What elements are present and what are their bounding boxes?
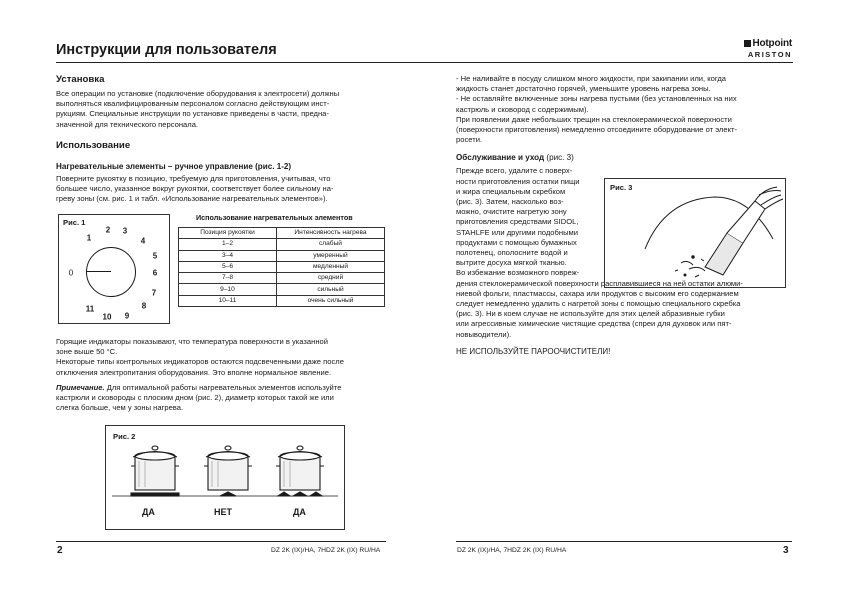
model-footer-right: DZ 2K (IX)/HA, 7HDZ 2K (IX) RU/HA <box>457 547 567 554</box>
table-row <box>179 295 385 306</box>
page-title: Инструкции для пользователя <box>56 42 277 58</box>
dial-number: 10 <box>102 312 112 322</box>
install-line: Все операции по установке (подключение оборудования к электросети) должны <box>56 89 340 98</box>
figure-3-label: Рис. 3 <box>610 183 633 192</box>
table-row <box>179 273 385 284</box>
indicator-line: зоне выше 50 °C. <box>56 347 118 357</box>
dial-number: 6 <box>152 268 158 278</box>
figure-1 <box>58 214 170 324</box>
table-cell: 5–6 <box>179 261 277 272</box>
install-line: рукциям. Специальные инструкции по установке приведены в части, предна- <box>56 109 329 119</box>
care-line: или агрессивные химические чистящие средства (спреи для духовок или пят- <box>456 319 732 329</box>
figure-1-label: Рис. 1 <box>63 218 86 227</box>
dial-number: 9 <box>124 311 130 321</box>
right-footer-rule <box>456 541 792 542</box>
care-line: вытрите досуха мягкой тканью. <box>456 258 567 268</box>
care-heading-ref: (рис. 3) <box>544 153 574 163</box>
indicator-line: Некоторые типы контрольных индикаторов остаются подсвеченными даже после <box>56 357 344 367</box>
table-header: Интенсивность нагрева <box>277 228 385 239</box>
note-line: слегка больше, чем у зоны нагрева. <box>56 403 184 413</box>
logo-square-icon <box>744 40 751 47</box>
care-line: STAHLFE или другими подобными <box>456 227 578 237</box>
care-line: (рис. 3). Затем, насколько воз- <box>456 197 564 207</box>
elements-line: греву зоны (см. рис. 1 и табл. «Использование нагревательных элементов»). <box>56 194 328 204</box>
intro-line: (поверхности приготовления) немедленно отсоедините оборудование от элект- <box>456 125 738 135</box>
table-row <box>179 284 385 295</box>
table-header-row <box>179 228 385 239</box>
table-header: Позиция рукоятки <box>179 228 277 239</box>
care-line: (рис. 3). Ни в коем случае не используйте для этих целей абразивные губки <box>456 309 725 319</box>
figure-2-caption: ДА <box>293 507 306 517</box>
table-row <box>179 239 385 250</box>
care-line: Во избежание возможного повреж- <box>456 268 580 278</box>
table-cell: медленный <box>277 261 385 272</box>
dial-number: 2 <box>105 225 111 235</box>
care-line: ниевой фольги, пластмассы, сахара или продуктов с высоким его содержанием <box>456 288 739 298</box>
care-line: и жира специальным скребком <box>456 186 566 196</box>
dial-number: 1 <box>86 233 92 243</box>
intro-line: кастрюль и сковород с содержимым). <box>456 104 589 114</box>
left-column <box>56 74 386 204</box>
intro-line: - Не наливайте в посуду слишком много жидкости, при закипании или, когда <box>456 74 726 83</box>
care-line: можно, очистите нагретую зону <box>456 207 567 217</box>
table-cell: 3–4 <box>179 250 277 261</box>
dial-number: 7 <box>151 288 157 298</box>
elements-heading: Нагревательные элементы – ручное управление (рис. 1-2) <box>56 161 292 171</box>
care-line: продуктами с помощью бумажных <box>456 237 577 247</box>
figure-2 <box>105 425 345 530</box>
usage-heading: Использование <box>56 139 131 151</box>
table-cell: средний <box>277 273 385 284</box>
install-line: выполняться квалифицированным персоналом согласно действующим инст- <box>56 99 330 109</box>
table-cell: очень сильный <box>277 295 385 306</box>
intro-line: - Не оставляйте включенные зоны нагрева пустыми (без установленных на них <box>456 94 737 104</box>
table-cell: 9–10 <box>179 284 277 295</box>
dial-number: 11 <box>85 304 95 314</box>
install-line: значенной для технического персонала. <box>56 119 199 129</box>
dial-number: 3 <box>122 226 128 236</box>
logo-line2: ARISTON <box>747 50 792 59</box>
table-cell: слабый <box>277 239 385 250</box>
table-cell: 7–8 <box>179 273 277 284</box>
note-line: кастрюли и сковороды с плоским дном (рис. 2), диаметр которых такой же или <box>56 393 334 403</box>
intro-line: жидкость станет достаточно горячей, уменьшите уровень нагрева зоны. <box>456 84 711 94</box>
install-heading: Установка <box>56 74 105 85</box>
figure-2-caption: НЕТ <box>214 507 232 517</box>
model-footer-left: DZ 2K (IX)/HA, 7HDZ 2K (IX) RU/HA <box>271 547 381 554</box>
dial-number: 0 <box>68 268 74 278</box>
care-line: ности приготовления остатки пищи <box>456 176 580 186</box>
table-title: Использование нагревательных элементов <box>196 213 353 222</box>
dial-pointer <box>86 271 111 272</box>
logo-line1: Hotpoint <box>752 38 792 49</box>
figure-2-label: Рис. 2 <box>113 432 136 441</box>
care-line: дения стеклокерамической поверхности расплавившиеся на ней остатки алюми- <box>456 278 743 288</box>
table-row <box>179 250 385 261</box>
dial-number: 4 <box>140 236 146 246</box>
care-line: Прежде всего, удалите с поверх- <box>456 166 573 176</box>
note-label: Примечание. <box>56 382 105 392</box>
care-heading <box>456 152 796 163</box>
dial-knob <box>86 247 136 297</box>
table-cell: 1–2 <box>179 239 277 250</box>
table-row <box>179 261 385 272</box>
dial-number: 8 <box>141 301 147 311</box>
header-rule <box>56 62 793 63</box>
pot-wrong <box>204 446 252 496</box>
care-line: новыводители). <box>456 329 512 339</box>
pot-flat-bottom <box>131 446 179 496</box>
steam-cleaner-warning: НЕ ИСПОЛЬЗУЙТЕ ПАРООЧИСТИТЕЛИ! <box>456 346 611 356</box>
left-column-lower <box>56 337 386 413</box>
figure-2-caption: ДА <box>142 507 155 517</box>
left-footer-rule <box>56 541 386 542</box>
indicator-line: Горящие индикаторы показывают, что температура поверхности в указанной <box>56 337 328 346</box>
indicator-line: отключения электропитания оборудования. Это вполне нормальное явление. <box>56 367 332 377</box>
care-line: следует немедленно удалить с нагретой зоны с помощью специального скребка <box>456 299 741 309</box>
elements-line: Поверните рукоятку в позицию, требуемую для приготовления, учитывая, что <box>56 173 331 183</box>
intro-line: При появлении даже небольших трещин на стеклокерамической поверхности <box>456 114 732 124</box>
intensity-table <box>178 227 385 307</box>
note-line: Для оптимальной работы нагревательных элементов используйте <box>104 382 342 392</box>
pot-correct-size <box>276 446 324 496</box>
intro-line: росети. <box>456 135 483 145</box>
care-narrow-text <box>456 166 599 278</box>
page-number-left: 2 <box>57 545 63 556</box>
care-line: приготовления средствами SIDOL, <box>456 217 579 227</box>
page-number-right: 3 <box>783 545 789 556</box>
table-cell: умеренный <box>277 250 385 261</box>
elements-line: большее число, указанное вокруг рукоятки, соответствует более сильному на- <box>56 184 334 194</box>
care-line: полотенец, ополосните водой и <box>456 248 568 258</box>
figure-3 <box>604 178 786 288</box>
care-heading-text: Обслуживание и уход <box>456 153 545 163</box>
dial-number: 5 <box>152 251 158 261</box>
table-cell: 10–11 <box>179 295 277 306</box>
table-cell: сильный <box>277 284 385 295</box>
scraper-illustration <box>605 179 785 287</box>
brand-logo <box>720 38 792 59</box>
